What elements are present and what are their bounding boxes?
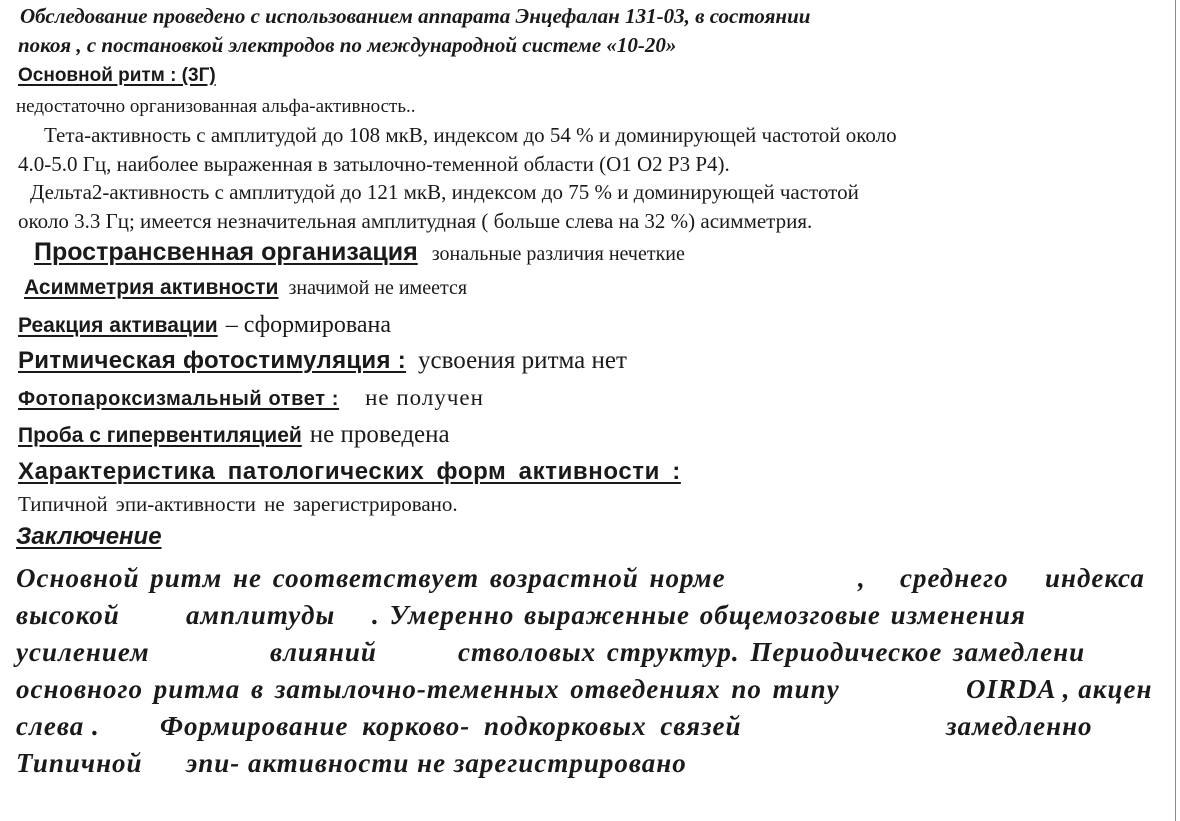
photostim-label: Ритмическая фотостимуляция : <box>18 347 407 374</box>
photoparox-value: не получен <box>365 385 484 410</box>
spatial-value: зональные различия нечеткие <box>431 243 685 265</box>
hyperventilation-row <box>18 422 450 447</box>
activation-row <box>18 313 391 337</box>
basic-rhythm-heading: Основной ритм : (3Г) <box>18 65 216 86</box>
conclusion-line-2c: . Умеренно выраженные общемозговые изменения <box>372 600 1026 630</box>
pathological-value: Типичной эпи-активности не зарегистрировано. <box>18 492 458 516</box>
conclusion-line-5a: слева . <box>16 711 100 741</box>
conclusion-heading: Заключение <box>16 523 162 550</box>
basic-rhythm-line-2: Тета-активность с амплитудой до 108 мкВ, индексом до 54 % и доминирующей частотой около <box>44 123 897 147</box>
conclusion-line-3b: влияний <box>270 637 377 667</box>
asymmetry-row <box>24 277 467 298</box>
asymmetry-value: значимой не имеется <box>288 277 468 299</box>
page-edge <box>1175 0 1176 821</box>
header-line-2: покоя , с постановкой электродов по международной системе «10-20» <box>18 33 677 57</box>
conclusion-line-6a: Типичной <box>16 748 143 778</box>
photostim-value: усвоения ритма нет <box>418 347 627 374</box>
basic-rhythm-line-3: 4.0-5.0 Гц, наиболее выраженная в затылочно-теменной области (О1 О2 Р3 Р4). <box>18 152 730 176</box>
basic-rhythm-line-5: около 3.3 Гц; имеется незначительная амплитудная ( больше слева на 32 %) асимметрия. <box>18 209 813 233</box>
photoparox-row <box>18 386 484 409</box>
photostim-row <box>18 348 627 373</box>
conclusion-line-1d: индекса <box>1045 563 1145 593</box>
basic-rhythm-line-4: Дельта2-активность с амплитудой до 121 мкВ, индексом до 75 % и доминирующей частотой <box>30 180 859 204</box>
conclusion-line-4b: OIRDA , акцен <box>966 674 1153 704</box>
header-line-1: Обследование проведено с использованием аппарата Энцефалан 131-03, в состоянии <box>20 4 811 28</box>
conclusion-line-3c: стволовых структур. Периодическое замедлени <box>458 637 1086 667</box>
conclusion-line-2b: амплитуды <box>186 600 336 630</box>
conclusion-line-1a: Основной ритм не соответствует возрастной норме <box>16 563 726 593</box>
activation-value: – сформирована <box>225 312 392 338</box>
conclusion-line-3a: усилением <box>16 637 150 667</box>
asymmetry-label: Асимметрия активности <box>24 276 279 299</box>
hyperventilation-value: не проведена <box>309 421 450 448</box>
pathological-label: Характеристика патологических форм активности : <box>18 458 681 485</box>
conclusion-line-4a: основного ритма в затылочно-теменных отведениях по типу <box>16 674 840 704</box>
hyperventilation-label: Проба с гипервентиляцией <box>18 424 302 447</box>
photoparox-label: Фотопароксизмальный ответ : <box>18 388 340 410</box>
conclusion-line-5b: Формирование корково- подкорковых связей <box>160 711 742 741</box>
activation-label: Реакция активации <box>18 314 218 337</box>
conclusion-line-2a: высокой <box>16 600 120 630</box>
spatial-label: Пространсвенная организация <box>34 238 418 266</box>
basic-rhythm-line-1: недостаточно организованная альфа-активность.. <box>16 96 416 117</box>
conclusion-line-1b: , <box>858 563 866 593</box>
conclusion-line-1c: среднего <box>900 563 1009 593</box>
spatial-row <box>34 240 685 265</box>
conclusion-line-6b: эпи- активности не зарегистрировано <box>186 748 687 778</box>
conclusion-line-5c: замедленно <box>946 711 1093 741</box>
